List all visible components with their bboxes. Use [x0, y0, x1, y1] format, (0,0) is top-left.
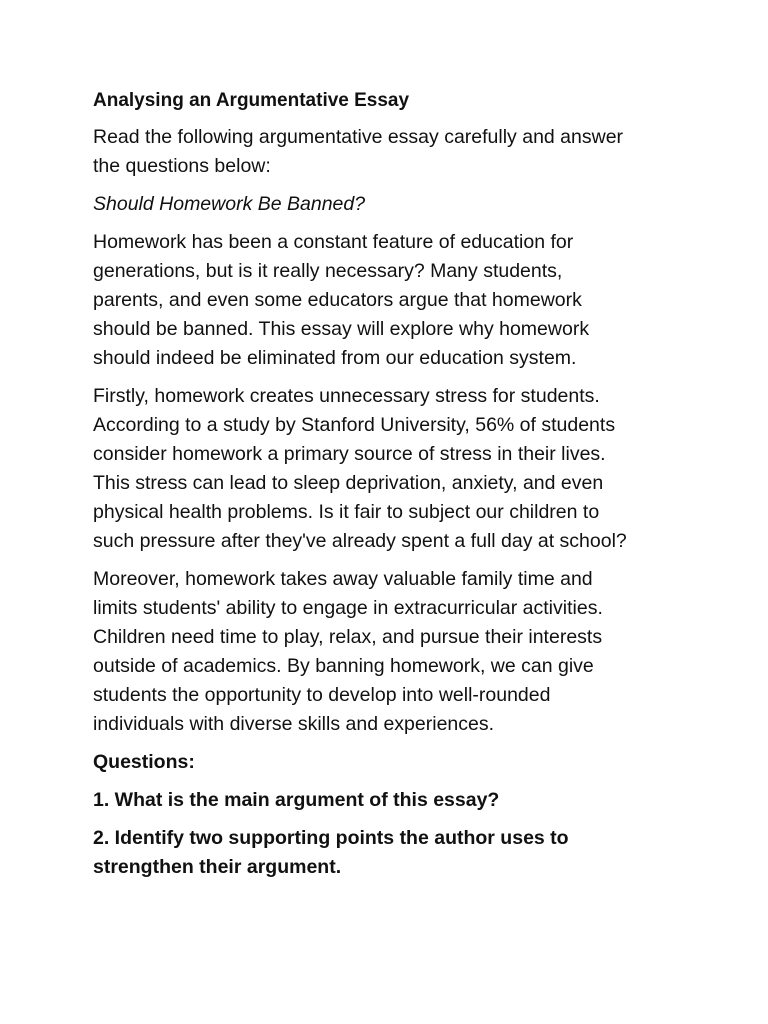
essay-paragraph-2: [93, 382, 693, 556]
document-page: [93, 86, 693, 891]
paragraph-line: Moreover, homework takes away valuable family time and: [93, 568, 593, 590]
question-2: [93, 824, 693, 882]
essay-paragraph-3: [93, 565, 693, 739]
question-1: [93, 786, 693, 815]
paragraph-line: According to a study by Stanford University, 56% of students: [93, 414, 616, 436]
paragraph-line: should indeed be eliminated from our education system.: [93, 347, 577, 369]
paragraph-line: individuals with diverse skills and experiences.: [93, 713, 495, 735]
paragraph-line: This stress can lead to sleep deprivation, anxiety, and even: [93, 472, 604, 494]
paragraph-line: consider homework a primary source of stress in their lives.: [93, 443, 606, 465]
paragraph-line: should be banned. This essay will explore why homework: [93, 318, 590, 340]
question-line: 1. What is the main argument of this essay?: [93, 789, 500, 811]
question-line: 2. Identify two supporting points the author uses to: [93, 827, 569, 849]
paragraph-line: parents, and even some educators argue that homework: [93, 289, 582, 311]
paragraph-line: such pressure after they've already spent a full day at school?: [93, 530, 627, 552]
paragraph-line: Children need time to play, relax, and pursue their interests: [93, 626, 603, 648]
paragraph-line: limits students' ability to engage in extracurricular activities.: [93, 597, 603, 619]
document-heading: Analysing an Argumentative Essay: [93, 90, 410, 111]
instructions-paragraph: [93, 123, 693, 181]
paragraph-line: students the opportunity to develop into well-rounded: [93, 684, 551, 706]
essay-title: Should Homework Be Banned?: [93, 193, 366, 215]
paragraph-line: generations, but is it really necessary? Many students,: [93, 260, 563, 282]
questions-heading: Questions:: [93, 751, 195, 773]
paragraph-line: outside of academics. By banning homework, we can give: [93, 655, 594, 677]
paragraph-line: physical health problems. Is it fair to subject our children to: [93, 501, 600, 523]
question-line: strengthen their argument.: [93, 856, 342, 878]
instructions-line: Read the following argumentative essay carefully and answer: [93, 126, 624, 148]
paragraph-line: Firstly, homework creates unnecessary stress for students.: [93, 385, 600, 407]
paragraph-line: Homework has been a constant feature of education for: [93, 231, 574, 253]
instructions-line: the questions below:: [93, 155, 271, 177]
essay-paragraph-1: [93, 228, 693, 373]
